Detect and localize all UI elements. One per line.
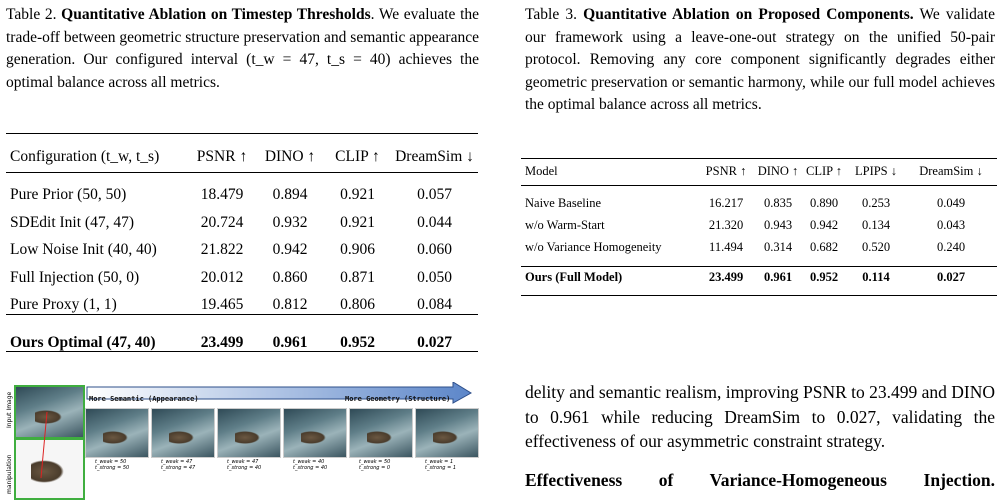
table2-header-row	[10, 143, 478, 171]
table3-caption	[525, 4, 995, 117]
table-cell: 23.499	[200, 333, 244, 351]
table-cell: 0.027	[936, 269, 966, 284]
table3-header-cell: LPIPS ↓	[854, 163, 898, 178]
table-cell: 0.057	[417, 186, 452, 204]
table2-header-cell: PSNR ↑	[196, 147, 248, 165]
t-strong-label: t_strong = 40	[227, 465, 262, 471]
table-cell: 11.494	[709, 239, 743, 254]
table3-header-cell: DINO ↑	[757, 163, 799, 178]
table-cell: 0.044	[417, 213, 452, 231]
table-row	[525, 192, 997, 214]
section-heading: Effectiveness of Variance-Homogeneous Injection.	[525, 470, 995, 490]
table-cell: 0.835	[763, 195, 793, 210]
t-strong-label: t_strong = 50	[95, 465, 130, 471]
table-cell: 0.520	[861, 239, 891, 254]
table2-caption-title: Quantitative Ablation on Timestep Thresholds	[61, 6, 371, 23]
table2-header-cell: DreamSim ↓	[395, 147, 474, 165]
table-cell: 0.314	[763, 239, 793, 254]
table-cell: 0.134	[861, 217, 891, 232]
t-weak-label: t_weak = 50	[359, 459, 391, 465]
table-cell: Ours (Full Model)	[525, 269, 623, 284]
table3-best-row	[525, 266, 997, 288]
table3-caption-prefix: Table 3.	[525, 6, 584, 23]
table2-header-cell: Configuration (t_w, t_s)	[10, 147, 160, 165]
t-strong-label: t_strong = 1	[425, 465, 457, 471]
table-cell: 20.724	[200, 213, 244, 231]
body-paragraph: delity and semantic realism, improving PSNR to 23.499 and DINO to 0.961 while reducing DreamSim to 0.027, validating the effectiveness of our asymmetric constraint strategy.	[525, 382, 996, 451]
t-weak-label: t_weak = 47	[161, 459, 193, 465]
table-row	[10, 237, 478, 265]
table2-caption-body: . We evaluate the trade-off between geometric structure preservation and semantic appearance generation. Our configured interval (t_w = 47, t_s = 40) achieves the optimal balance across all metrics.	[6, 6, 480, 91]
table-cell: Low Noise Init (40, 40)	[10, 241, 157, 259]
table-cell: 0.027	[417, 333, 452, 351]
table-cell: Pure Proxy (1, 1)	[10, 296, 117, 314]
input-image-label: Input Image	[6, 391, 13, 428]
table-cell: 0.894	[272, 186, 308, 204]
table3-caption-body: We validate our framework using a leave-one-out strategy on the unified 50-pair protocol. Removing any core component significantly degrades either geometric preservation or semantic harmony, while our full model achieves the optimal balance across all metrics.	[525, 6, 995, 113]
table-row	[525, 214, 997, 236]
thumbnail-caption	[227, 459, 261, 471]
timestep-figure	[5, 382, 485, 498]
thumbnail-caption	[161, 459, 195, 471]
t-strong-label: t_strong = 40	[293, 465, 328, 471]
table-cell: 0.952	[809, 269, 839, 284]
table2	[10, 143, 478, 357]
table-cell: 0.806	[340, 296, 375, 314]
table-cell: 0.084	[417, 296, 452, 314]
table-cell: 0.812	[272, 296, 308, 314]
table-cell: Ours Optimal (47, 40)	[10, 333, 156, 351]
table3-header-cell: Model	[525, 163, 558, 178]
table-cell: w/o Variance Homogeneity	[525, 239, 662, 254]
table-cell: 0.114	[862, 269, 890, 284]
t-weak-label: t_weak = 40	[293, 459, 325, 465]
table3-caption-title: Quantitative Ablation on Proposed Components.	[583, 6, 914, 23]
table-cell: 0.961	[763, 269, 793, 284]
table-cell: w/o Warm-Start	[525, 217, 605, 232]
table-cell: 0.921	[340, 213, 375, 231]
table3-header-cell: DreamSim ↓	[919, 163, 983, 178]
table3	[525, 160, 997, 288]
table-cell: 0.961	[272, 333, 308, 351]
table-cell: Pure Prior (50, 50)	[10, 186, 127, 204]
table-cell: SDEdit Init (47, 47)	[10, 213, 134, 231]
result-thumbnail	[217, 408, 281, 458]
table-cell: 0.860	[272, 268, 308, 286]
table-cell: 0.682	[809, 239, 839, 254]
table-cell: 0.253	[861, 195, 891, 210]
thumbnail-caption	[95, 459, 129, 471]
table-cell: 0.942	[272, 241, 308, 259]
table-cell: 0.890	[809, 195, 839, 210]
table-row	[10, 264, 478, 292]
table3-header-row	[525, 160, 997, 182]
table-cell: 0.932	[272, 213, 308, 231]
table-cell: 23.499	[708, 269, 744, 284]
table-row	[10, 209, 478, 237]
t-weak-label: t_weak = 1	[425, 459, 454, 465]
t-strong-label: t_strong = 0	[359, 465, 391, 471]
table-cell: 0.943	[763, 217, 793, 232]
table-cell: 0.952	[340, 333, 375, 351]
table-cell: 21.320	[708, 217, 744, 232]
table-cell: 0.921	[340, 186, 375, 204]
table-cell: 18.479	[200, 186, 244, 204]
table2-top-rule	[6, 133, 478, 134]
table-cell: 0.906	[340, 241, 375, 259]
result-thumbnail	[349, 408, 413, 458]
t-weak-label: t_weak = 47	[227, 459, 259, 465]
table3-top-rule	[521, 158, 997, 159]
table-cell: 0.871	[340, 268, 375, 286]
table-cell: 0.942	[809, 217, 839, 232]
table-cell: 0.240	[936, 239, 966, 254]
result-thumbnail	[415, 408, 479, 458]
table3-header-cell: CLIP ↑	[806, 163, 842, 178]
thumbnail-caption	[425, 459, 456, 471]
table-row	[10, 292, 478, 320]
table-cell: 21.822	[200, 241, 244, 259]
table-cell: 0.060	[417, 241, 452, 259]
right-arrow-label: More Geometry (Structure)	[345, 395, 451, 403]
thumbnail-caption	[359, 459, 390, 471]
table-cell: 20.012	[200, 268, 244, 286]
table-cell: Naive Baseline	[525, 195, 602, 210]
result-thumbnail	[151, 408, 215, 458]
table2-caption-prefix: Table 2.	[6, 6, 62, 23]
table-cell: 0.050	[417, 268, 452, 286]
table-row	[525, 236, 997, 258]
table-cell: 0.049	[936, 195, 966, 210]
t-strong-label: t_strong = 47	[161, 465, 196, 471]
table3-bottom-rule	[521, 295, 997, 296]
table2-header-cell: CLIP ↑	[335, 147, 380, 165]
left-arrow-label: More Semantic (Appearance)	[89, 395, 199, 403]
thumbnail-caption	[293, 459, 327, 471]
table-cell: 19.465	[200, 296, 244, 314]
t-weak-label: t_weak = 50	[95, 459, 127, 465]
correspondence-line	[41, 412, 47, 478]
table-cell: Full Injection (50, 0)	[10, 268, 140, 286]
table-cell: 16.217	[708, 195, 744, 210]
table-cell: 0.043	[936, 217, 966, 232]
table3-header-cell: PSNR ↑	[705, 163, 747, 178]
table2-best-row	[10, 329, 478, 357]
result-thumbnail	[85, 408, 149, 458]
table-row	[10, 182, 478, 210]
result-thumbnail	[283, 408, 347, 458]
table2-caption	[6, 4, 479, 94]
manipulation-label: manipulation	[6, 454, 13, 494]
table2-header-cell: DINO ↑	[264, 147, 316, 165]
